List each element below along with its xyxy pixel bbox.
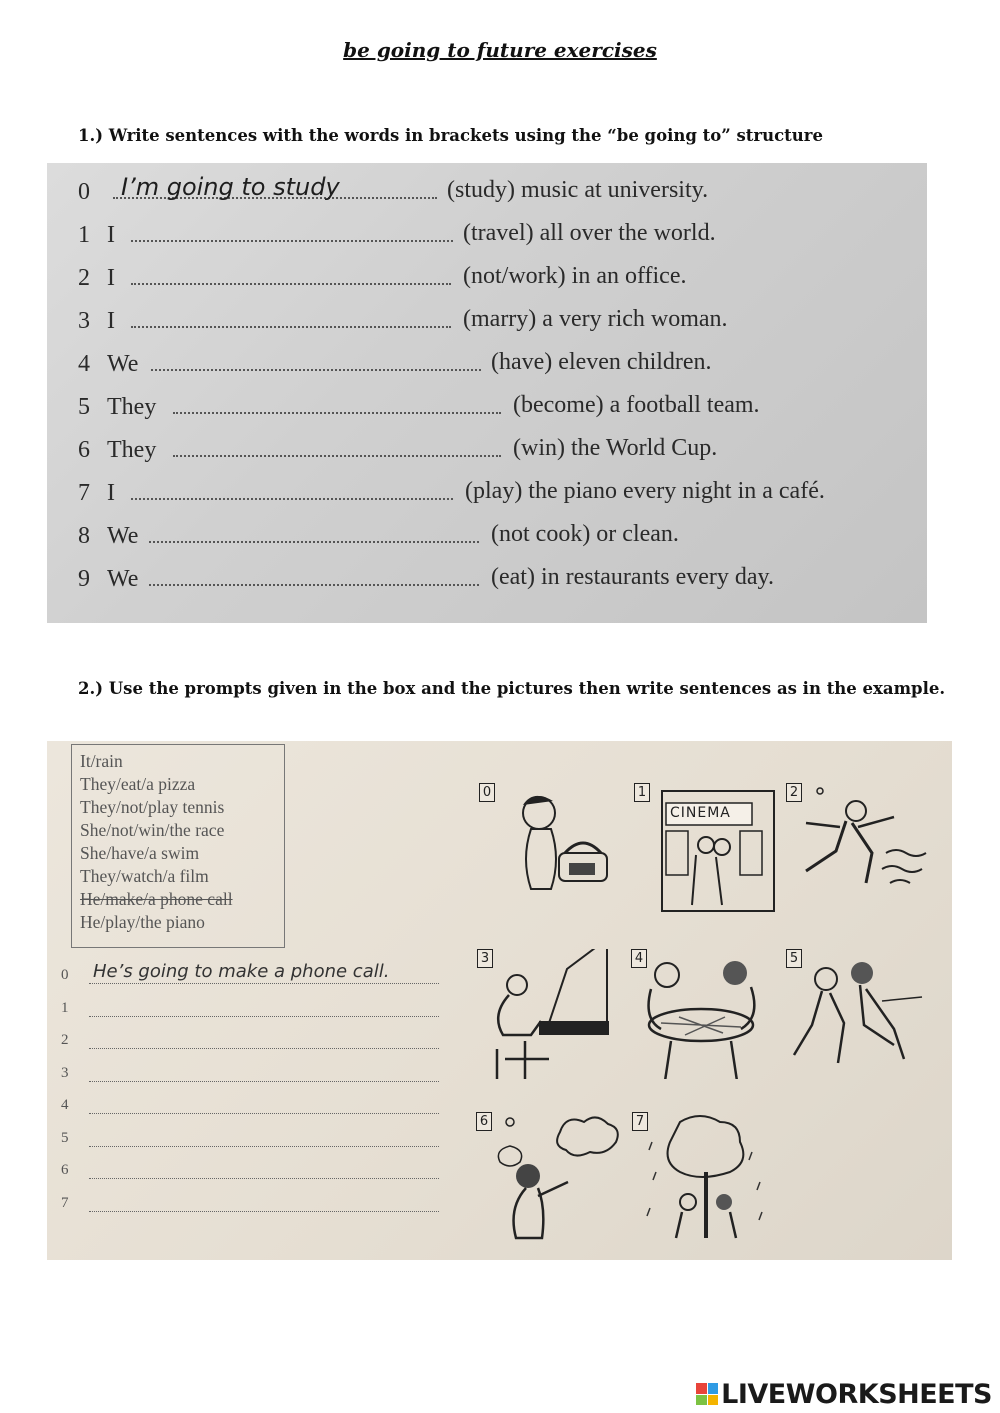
- exercise1-row: [47, 517, 927, 557]
- pizza-icon: [631, 949, 781, 1079]
- picture-7: [632, 1112, 782, 1252]
- tennis-icon: [476, 1112, 626, 1242]
- picture-3: [477, 949, 627, 1089]
- row-number: 5: [78, 394, 90, 420]
- exercise2-row: [47, 1189, 467, 1219]
- row-number: 0: [61, 967, 69, 983]
- row-prompt: (have) eleven children.: [491, 349, 712, 375]
- exercise1-row: [47, 431, 927, 471]
- exercise2-row: [47, 1091, 467, 1121]
- answer-blank[interactable]: [89, 1211, 439, 1212]
- answer-blank[interactable]: [89, 1178, 439, 1179]
- picture-number: 3: [477, 949, 493, 968]
- exercise1-panel: [47, 163, 927, 623]
- answer-blank[interactable]: [151, 369, 481, 371]
- prompt-item: He/make/a phone call: [80, 889, 233, 909]
- exercise1-instruction: 1.) Write sentences with the words in brackets using the “be going to” structure: [78, 126, 823, 145]
- row-number: 7: [61, 1194, 69, 1211]
- exercise1-row: [47, 474, 927, 514]
- prompt-item: They/watch/a film: [80, 866, 209, 886]
- answer-blank[interactable]: [131, 326, 451, 328]
- row-prompt: (become) a football team.: [513, 392, 760, 418]
- answer-blank[interactable]: [173, 412, 501, 414]
- exercise1-row: [47, 302, 927, 342]
- row-number: 3: [61, 1064, 69, 1081]
- row-number: 2: [61, 1032, 69, 1048]
- prompt-item: She/have/a swim: [80, 843, 200, 863]
- rain-icon: [632, 1112, 782, 1242]
- picture-number: 1: [634, 783, 650, 802]
- exercise1-row: [47, 173, 927, 213]
- exercise2-row: [47, 1124, 467, 1154]
- answer-blank[interactable]: [131, 283, 451, 285]
- row-number: 2: [78, 265, 90, 291]
- row-number: 1: [78, 222, 90, 248]
- row-subject: They: [107, 394, 157, 420]
- prompt-item: They/eat/a pizza: [80, 774, 196, 794]
- prompt-item: He/play/the piano: [80, 912, 205, 932]
- picture-number: 5: [786, 949, 802, 968]
- row-subject: We: [107, 351, 139, 377]
- row-number: 5: [61, 1129, 69, 1146]
- picture-number: 4: [631, 949, 647, 968]
- exercise2-row: [47, 961, 467, 991]
- answer-blank[interactable]: [131, 240, 453, 242]
- answer-blank[interactable]: [131, 498, 453, 500]
- row-subject: I: [107, 265, 115, 291]
- row-number: 4: [78, 351, 90, 377]
- row-subject: They: [107, 437, 157, 463]
- row-answer: I’m going to study: [121, 173, 340, 201]
- exercise2-row: [47, 1026, 467, 1056]
- answer-blank[interactable]: [89, 1048, 439, 1049]
- picture-5: [786, 949, 936, 1089]
- exercise1-row: [47, 560, 927, 600]
- liveworksheets-logo: [696, 1376, 992, 1412]
- row-prompt: (travel) all over the world.: [463, 220, 716, 246]
- answer-blank[interactable]: [89, 1081, 439, 1082]
- row-prompt: (not/work) in an office.: [463, 263, 687, 289]
- row-number: 0: [78, 179, 90, 205]
- row-number: 6: [61, 1162, 69, 1178]
- picture-1: [634, 783, 784, 923]
- exercise2-instruction: 2.) Use the prompts given in the box and the pictures then write sentences as in the example.: [78, 679, 946, 698]
- row-subject: I: [107, 480, 115, 506]
- piano-icon: [477, 949, 627, 1079]
- picture-number: 6: [476, 1112, 492, 1131]
- row-subject: I: [107, 308, 115, 334]
- prompt-item: They/not/play tennis: [80, 797, 225, 817]
- row-prompt: (eat) in restaurants every day.: [491, 564, 774, 590]
- picture-0: [479, 783, 629, 923]
- exercise2-row: [47, 994, 467, 1024]
- race-icon: [786, 949, 936, 1079]
- exercise1-row: [47, 388, 927, 428]
- prompt-item: She/not/win/the race: [80, 820, 225, 840]
- logo-badge-icon: [696, 1383, 718, 1405]
- row-prompt: (play) the piano every night in a café.: [465, 478, 825, 504]
- answer-blank[interactable]: [89, 1113, 439, 1114]
- prompt-box: [71, 744, 285, 948]
- answer-blank[interactable]: [89, 1016, 439, 1017]
- picture-number: 7: [632, 1112, 648, 1131]
- row-number: 1: [61, 999, 69, 1016]
- row-prompt: (not cook) or clean.: [491, 521, 679, 547]
- row-number: 4: [61, 1097, 69, 1113]
- answer-blank[interactable]: [149, 541, 479, 543]
- picture-4: [631, 949, 781, 1089]
- row-number: 9: [78, 566, 90, 592]
- row-number: 8: [78, 523, 90, 549]
- row-subject: We: [107, 566, 139, 592]
- exercise1-row: [47, 259, 927, 299]
- picture-number: 2: [786, 783, 802, 802]
- answer-blank[interactable]: [173, 455, 501, 457]
- row-prompt: (marry) a very rich woman.: [463, 306, 728, 332]
- row-number: 7: [78, 480, 90, 506]
- answer-blank[interactable]: [89, 1146, 439, 1147]
- row-number: 6: [78, 437, 90, 463]
- answer-blank[interactable]: [89, 983, 439, 984]
- picture-number: 0: [479, 783, 495, 802]
- cinema-sign: CINEMA: [670, 805, 731, 821]
- row-answer: He’s going to make a phone call.: [93, 961, 390, 982]
- exercise2-row: [47, 1156, 467, 1186]
- swim-icon: [786, 783, 936, 913]
- row-subject: We: [107, 523, 139, 549]
- page-title: be going to future exercises: [343, 38, 657, 62]
- answer-blank[interactable]: [149, 584, 479, 586]
- cinema-icon: [634, 783, 784, 913]
- picture-6: [476, 1112, 626, 1252]
- row-prompt: (win) the World Cup.: [513, 435, 718, 461]
- row-subject: I: [107, 222, 115, 248]
- logo-text: LIVEWORKSHEETS: [721, 1378, 992, 1410]
- phone-call-icon: [479, 783, 629, 913]
- exercise1-row: [47, 216, 927, 256]
- row-number: 3: [78, 308, 90, 334]
- picture-2: [786, 783, 936, 923]
- prompt-item: It/rain: [80, 751, 123, 771]
- exercise2-panel: [47, 741, 952, 1260]
- exercise1-row: [47, 345, 927, 385]
- row-prompt: (study) music at university.: [447, 177, 709, 203]
- exercise2-row: [47, 1059, 467, 1089]
